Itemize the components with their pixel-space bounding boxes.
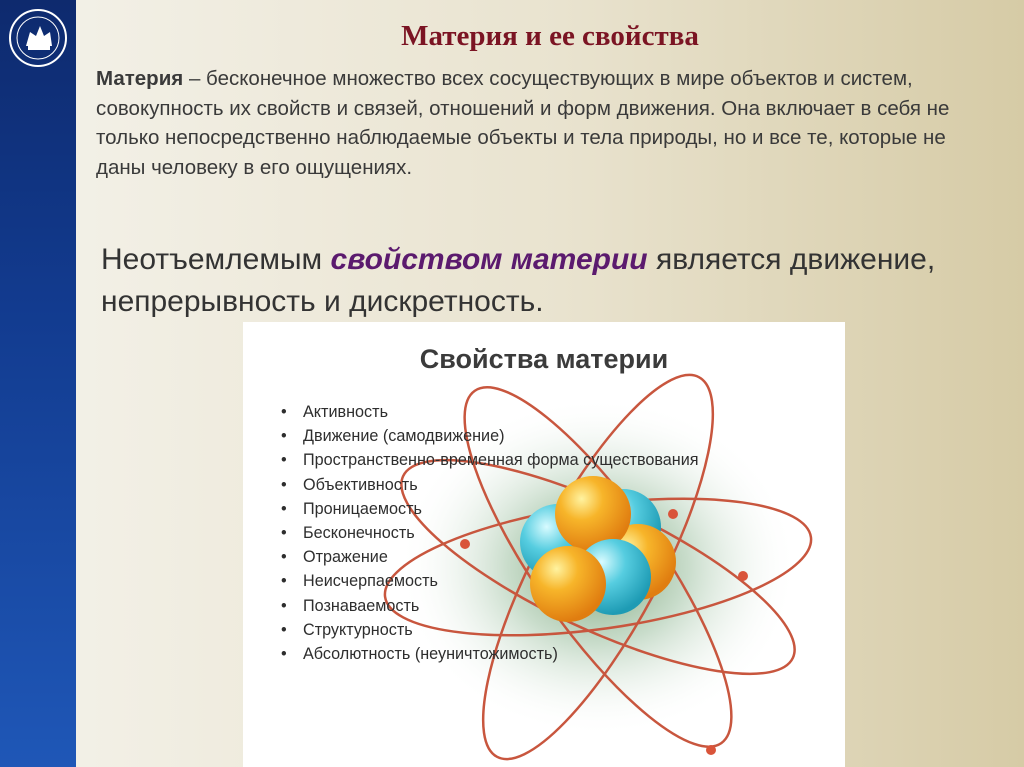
bullet: • xyxy=(281,403,287,421)
property-label: Активность xyxy=(303,403,389,421)
properties-list xyxy=(281,400,699,666)
list-item xyxy=(281,594,699,618)
list-item xyxy=(281,448,699,472)
list-item xyxy=(281,400,699,424)
electron xyxy=(706,745,716,755)
property-label: Объективность xyxy=(303,475,418,494)
bullet: • xyxy=(281,596,287,615)
property-label: Структурность xyxy=(303,620,413,639)
figure-title: Свойства материи xyxy=(419,344,669,374)
statement-after: является движение, непрерывность и дискретность. xyxy=(101,243,936,318)
bullet: • xyxy=(281,499,287,518)
bullet: • xyxy=(281,451,287,470)
bullet: • xyxy=(281,548,287,567)
sidebar xyxy=(0,0,76,767)
property-label: Отражение xyxy=(303,548,388,567)
bullet: • xyxy=(281,524,287,543)
property-label: Неисчерпаемость xyxy=(303,572,438,591)
slide-title: Материя и ее свойства xyxy=(401,20,699,52)
statement-before: Неотъемлемым xyxy=(101,243,331,276)
list-item xyxy=(281,473,699,497)
list-item xyxy=(281,521,699,545)
list-item xyxy=(281,497,699,521)
property-label: Проницаемость xyxy=(303,499,422,518)
property-label: Познаваемость xyxy=(303,596,420,615)
property-label: Бесконечность xyxy=(303,524,415,543)
statement-emphasis: свойством материи xyxy=(330,243,648,276)
matter-definition xyxy=(96,64,976,182)
list-item xyxy=(281,642,699,666)
property-statement xyxy=(101,239,981,323)
definition-text: – бесконечное множество всех сосуществующих в мире объектов и систем, совокупность их свойств и связей, отношений и форм движения. Она включает в себя не только непосредственно наблюдаемые объекты и тела природы, но и все те, которые не даны человеку в его ощущениях. xyxy=(96,67,950,179)
property-label: Абсолютность (неуничтожимость) xyxy=(303,645,558,664)
bullet: • xyxy=(281,475,287,494)
bullet: • xyxy=(281,427,287,446)
electron xyxy=(738,571,748,581)
definition-term: Материя xyxy=(96,67,184,90)
bullet: • xyxy=(281,620,287,639)
university-emblem-icon xyxy=(8,8,68,68)
property-label: Пространственно-временная форма существования xyxy=(303,451,699,470)
matter-properties-figure xyxy=(243,322,845,767)
list-item xyxy=(281,424,699,448)
list-item xyxy=(281,545,699,569)
list-item xyxy=(281,618,699,642)
list-item xyxy=(281,569,699,593)
bullet: • xyxy=(281,572,287,591)
property-label: Движение (самодвижение) xyxy=(303,427,505,446)
bullet: • xyxy=(281,645,287,664)
